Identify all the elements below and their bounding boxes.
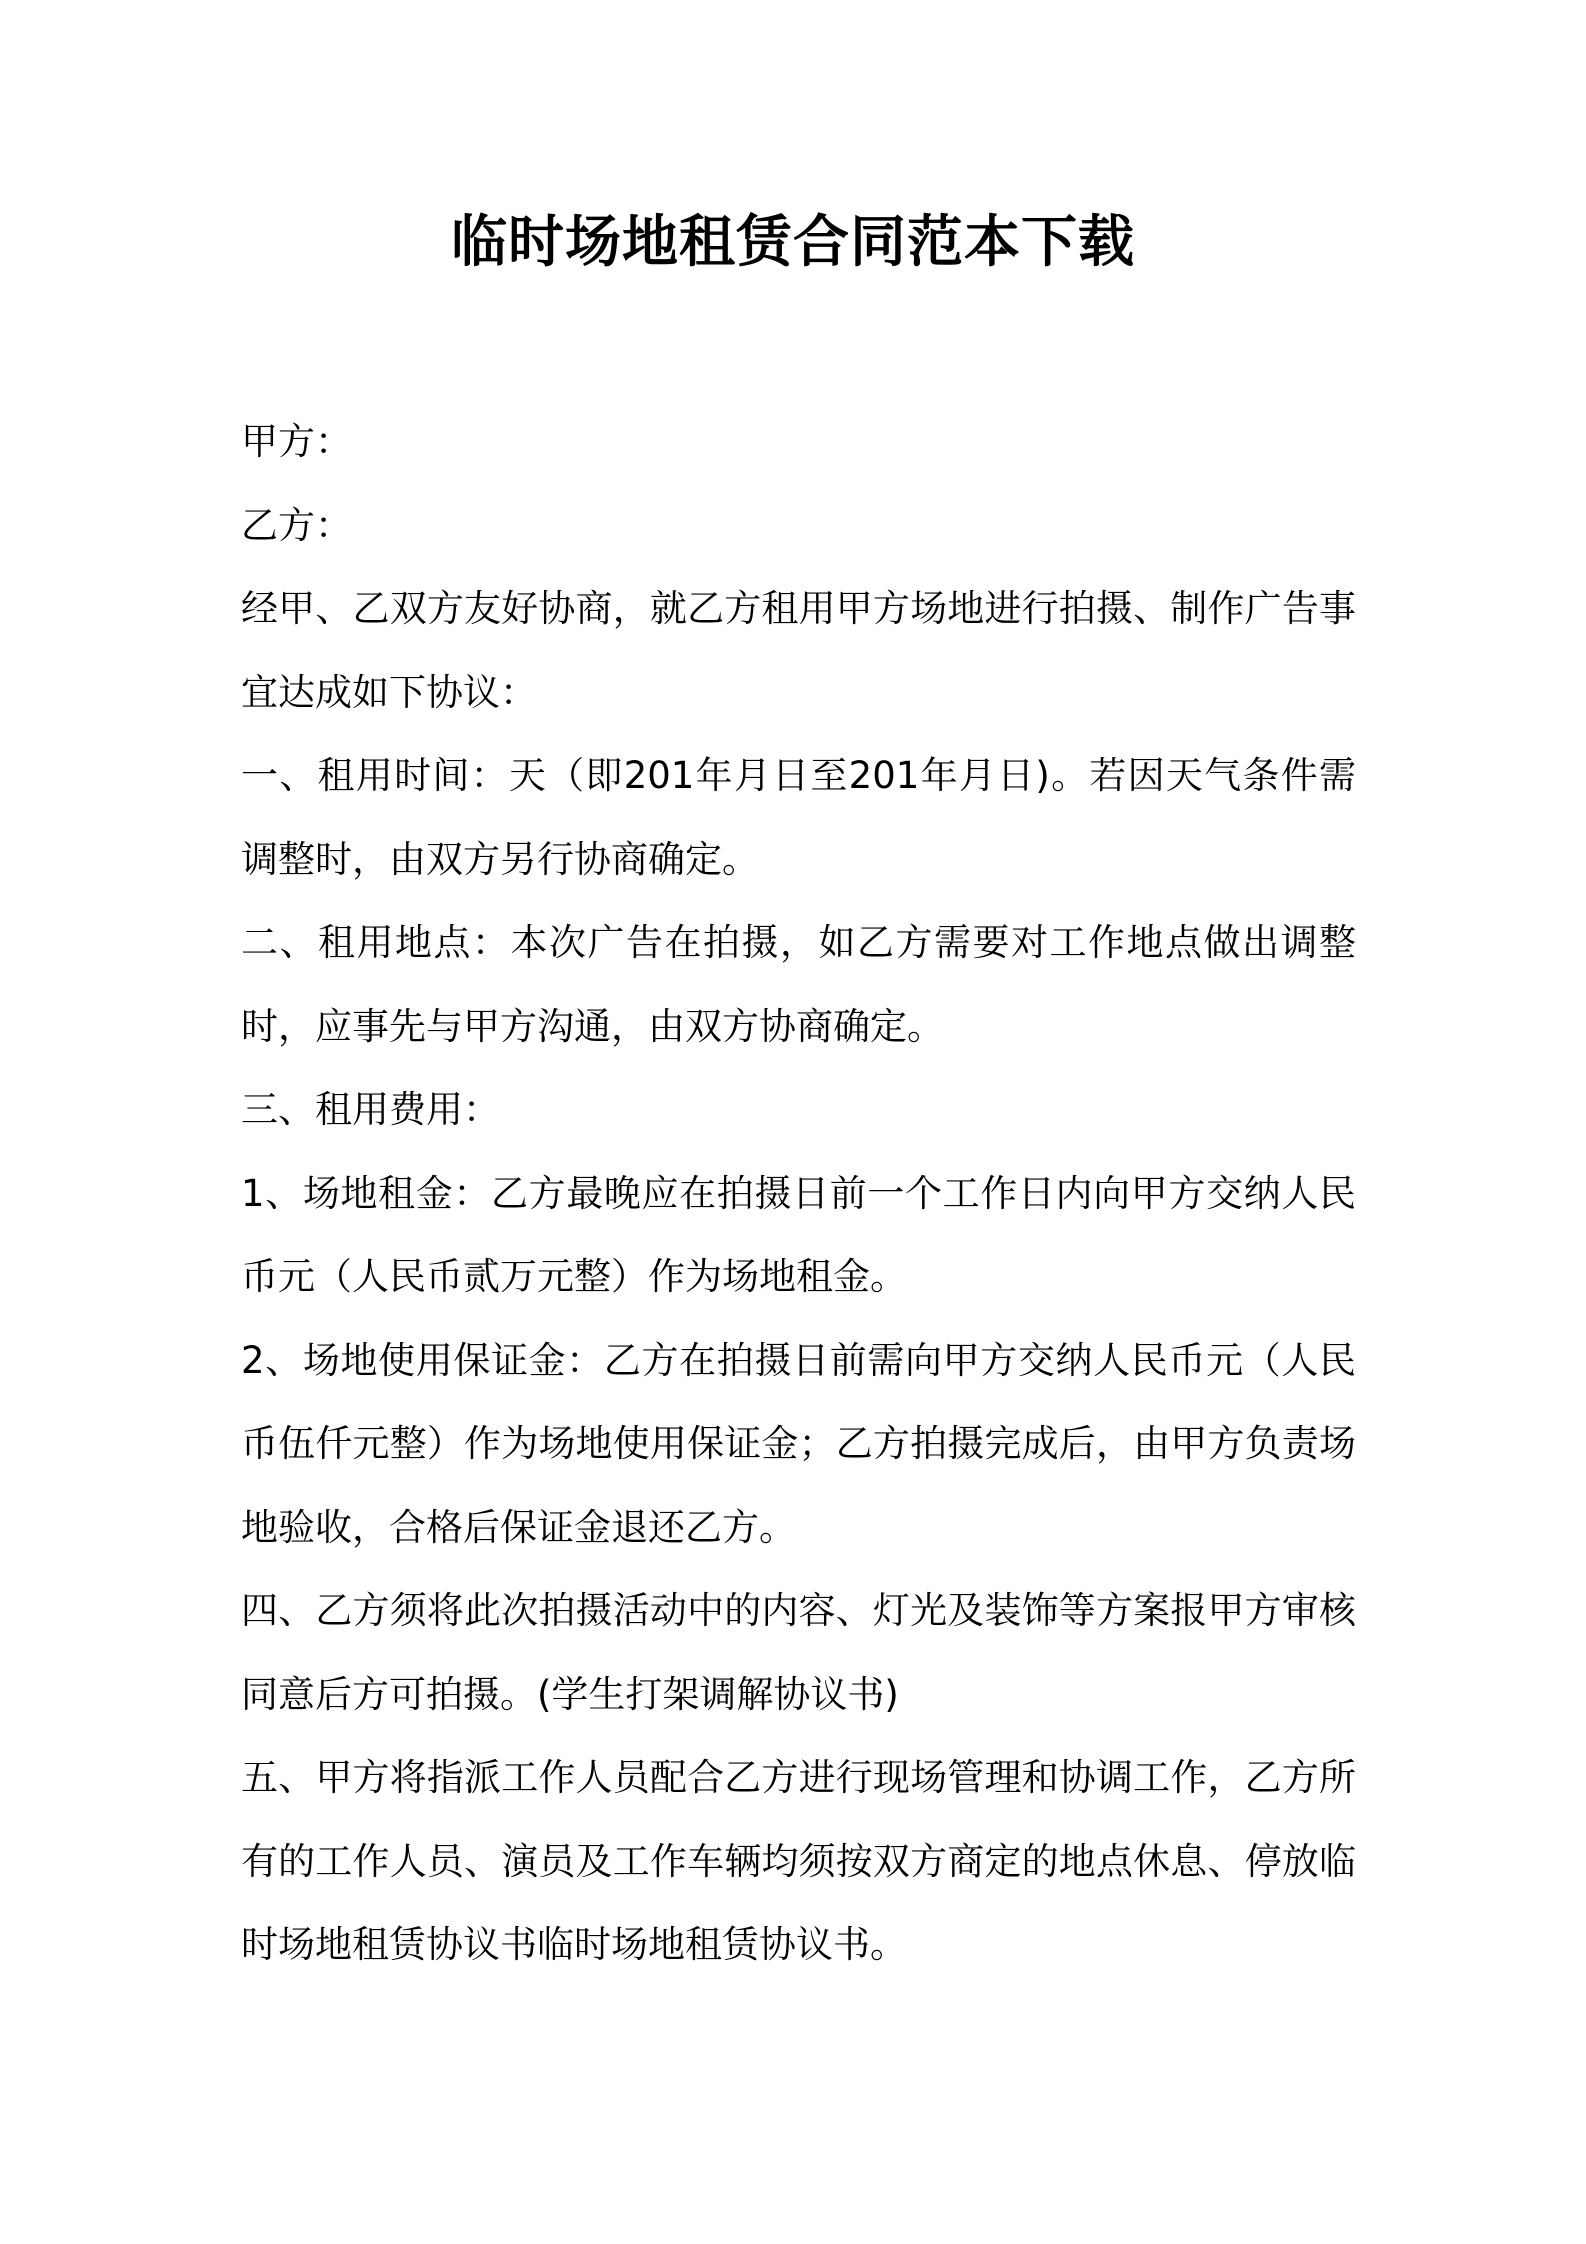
clause-rental-time: 一、租用时间：天（即201年月日至201年月日)。若因天气条件需调整时，由双方另行协商确定。	[241, 754, 1356, 881]
party-b-line: 乙方：	[241, 503, 352, 547]
preamble-paragraph: 经甲、乙双方友好协商，就乙方租用甲方场地进行拍摄、制作广告事宜达成如下协议：	[241, 587, 1356, 714]
clause-rental-fees-heading: 三、租用费用：	[241, 1088, 500, 1131]
clause-plan-approval: 四、乙方须将此次拍摄活动中的内容、灯光及装饰等方案报甲方审核同意后方可拍摄。(学生打架调解协议书)	[241, 1589, 1356, 1716]
document-title: 临时场地租赁合同范本下载	[451, 210, 1135, 275]
clause-venue-deposit: 2、场地使用保证金：乙方在拍摄日前需向甲方交纳人民币元（人民币伍仟元整）作为场地使用保证金；乙方拍摄完成后，由甲方负责场地验收，合格后保证金退还乙方。	[241, 1338, 1356, 1549]
clause-site-management: 五、甲方将指派工作人员配合乙方进行现场管理和协调工作，乙方所有的工作人员、演员及工作车辆均须按双方商定的地点休息、停放临时场地租赁协议书临时场地租赁协议书。	[241, 1756, 1356, 1966]
clause-rental-location: 二、租用地点：本次广告在拍摄，如乙方需要对工作地点做出调整时，应事先与甲方沟通，由双方协商确定。	[241, 921, 1356, 1048]
document-body	[241, 400, 1356, 1987]
clause-venue-rent: 1、场地租金：乙方最晚应在拍摄日前一个工作日内向甲方交纳人民币元（人民币贰万元整）作为场地租金。	[241, 1171, 1356, 1298]
party-a-line: 甲方：	[241, 420, 352, 463]
